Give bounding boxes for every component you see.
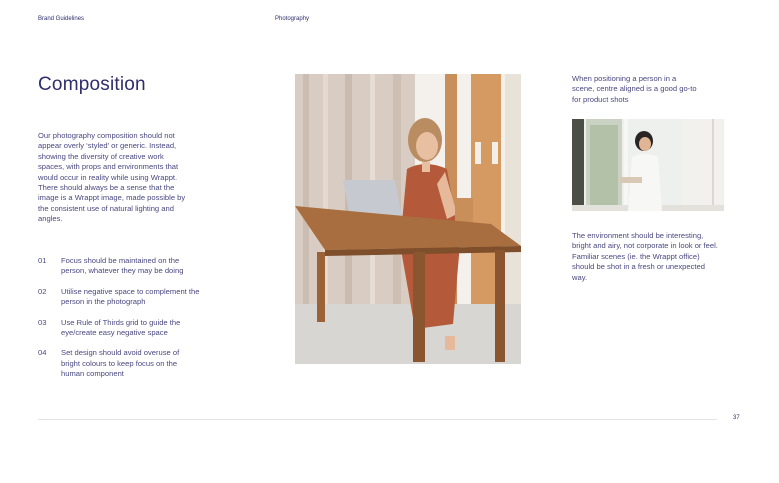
- list-item: [38, 348, 218, 379]
- list-item: [38, 318, 218, 339]
- small-photo-woman-standing: [572, 119, 724, 211]
- header-section-title: Photography: [275, 16, 310, 22]
- page-number: 37: [733, 415, 740, 421]
- list-item: [38, 287, 218, 308]
- page-title: Composition: [38, 74, 146, 95]
- list-item-text: Focus should be maintained on the person, whatever they may be doing: [61, 256, 184, 276]
- list-item-text: Utilise negative space to complement the person in the photograph: [61, 286, 200, 307]
- main-photo-woman-with-laptop: [295, 74, 521, 364]
- list-item-number: 03: [38, 317, 47, 327]
- list-item-text: Set design should avoid overuse of bright colours to keep focus on the human component: [61, 348, 180, 379]
- header-brand-guidelines: Brand Guidelines: [38, 16, 85, 22]
- list-item: [38, 256, 218, 277]
- intro-paragraph: Our photography composition should not appear overly ‘styled’ or generic. Instead, showing the diversity of creative work spaces, with props and environments that would occur in reality while using Wrappt. There should always be a sense that the image is a Wrappt image, made possible by the consistent use of natural lighting and angles.: [38, 131, 186, 224]
- footer-divider: [38, 419, 717, 420]
- list-item-number: 04: [38, 348, 47, 358]
- right-bottom-caption: The environment should be interesting, bright and airy, not corporate in look or feel. Familiar scenes (ie. the Wrappt office) should be shot in a fresh or unexpected way.: [572, 231, 718, 282]
- list-item-number: 02: [38, 286, 47, 296]
- right-top-caption: When positioning a person in a scene, centre aligned is a good go-to for product shots: [572, 74, 697, 104]
- guideline-list: [38, 256, 218, 390]
- list-item-number: 01: [38, 256, 47, 265]
- list-item-text: Use Rule of Thirds grid to guide the eye/create easy negative space: [61, 317, 181, 338]
